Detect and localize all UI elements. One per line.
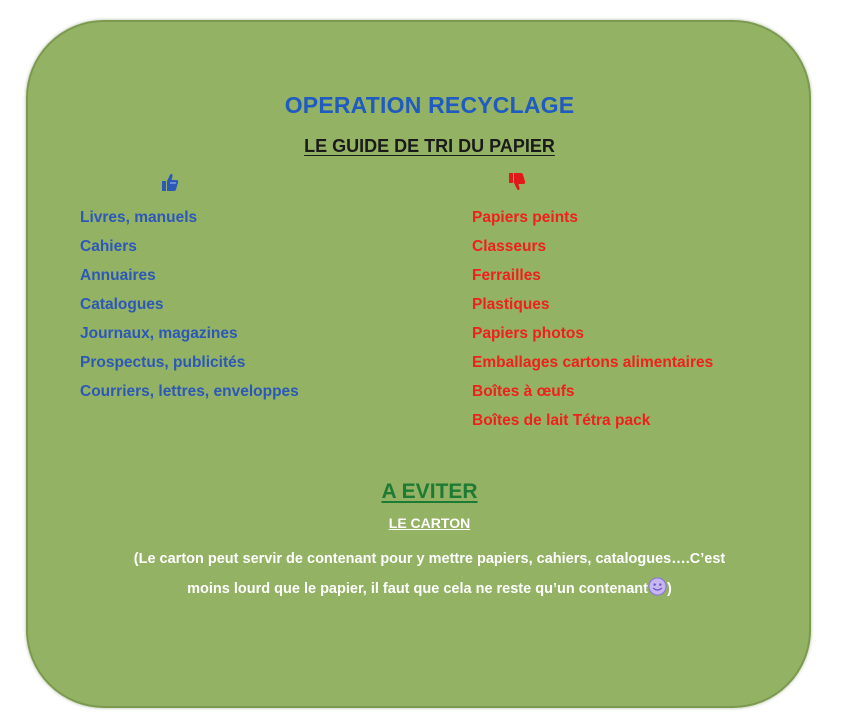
rejected-item: Boîtes de lait Tétra pack [472, 412, 651, 429]
thumbs-up-icon [158, 170, 180, 194]
rejected-item: Plastiques [472, 296, 550, 313]
avoid-note-line1: (Le carton peut servir de contenant pour y mettre papiers, cahiers, catalogues….C’est [133, 551, 726, 567]
rejected-item: Classeurs [472, 238, 547, 255]
accepted-item: Courriers, lettres, enveloppes [80, 383, 299, 400]
accepted-item: Cahiers [80, 238, 137, 255]
accepted-list [80, 206, 299, 409]
rejected-list [472, 206, 713, 438]
thumbs-down-icon [505, 170, 527, 194]
avoid-subheading: LE CARTON [388, 515, 471, 531]
smiley-icon [648, 577, 667, 596]
avoid-note-line2: moins lourd que le papier, il faut que cela ne reste qu’un contenant [187, 581, 648, 597]
rejected-item: Ferrailles [472, 267, 541, 284]
accepted-item: Catalogues [80, 296, 164, 313]
rejected-item: Papiers peints [472, 209, 578, 226]
rejected-item: Papiers photos [472, 325, 584, 342]
accepted-item: Livres, manuels [80, 209, 198, 226]
accepted-item: Journaux, magazines [80, 325, 238, 342]
accepted-item: Prospectus, publicités [80, 354, 246, 371]
page-subtitle: LE GUIDE DE TRI DU PAPIER [304, 136, 555, 156]
accepted-item: Annuaires [80, 267, 156, 284]
avoid-heading: A EVITER [381, 480, 478, 503]
rejected-item: Emballages cartons alimentaires [472, 354, 714, 371]
avoid-note [60, 544, 799, 604]
avoid-note-end: ) [667, 581, 672, 597]
page-title: OPERATION RECYCLAGE [284, 92, 575, 118]
rejected-item: Boîtes à œufs [472, 383, 575, 400]
